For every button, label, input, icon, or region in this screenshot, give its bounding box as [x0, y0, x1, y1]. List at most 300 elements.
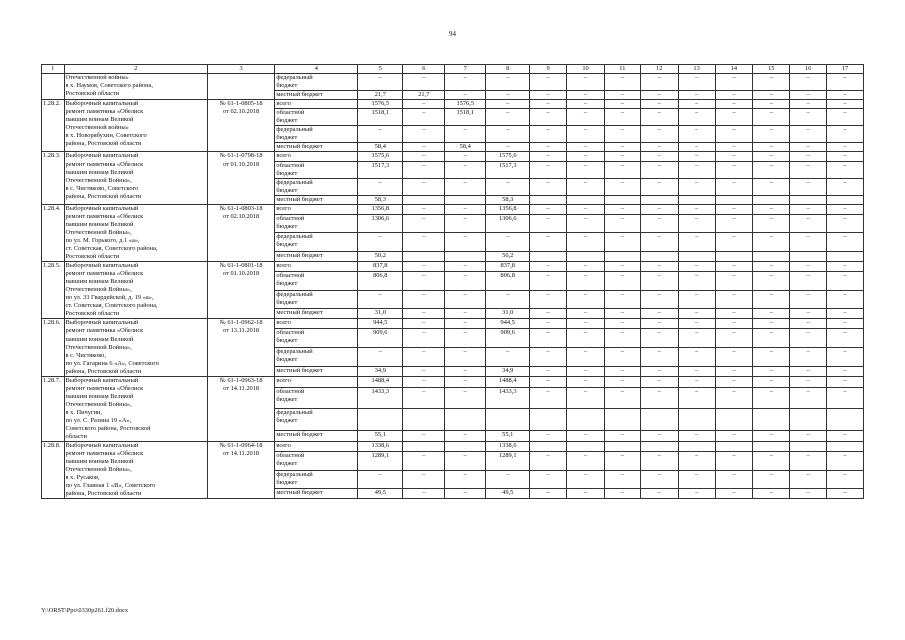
value-cell: –: [827, 290, 864, 309]
value-cell: –: [358, 74, 403, 91]
value-cell: [445, 409, 486, 430]
value-cell: –: [715, 452, 753, 471]
document-number: [207, 204, 275, 261]
value-cell: –: [678, 376, 715, 387]
value-cell: –: [640, 161, 678, 178]
value-cell: –: [827, 152, 864, 161]
value-cell: –: [678, 290, 715, 309]
value-cell: –: [790, 100, 827, 109]
text-line: местный бюджет: [276, 309, 323, 317]
value-cell: –: [678, 329, 715, 348]
value-cell: 1289,1: [486, 452, 530, 471]
value-cell: –: [567, 348, 605, 367]
column-number: 11: [604, 65, 640, 74]
text-line: по ул. Главная 1 «В», Советского: [65, 482, 156, 490]
value-cell: –: [567, 470, 605, 489]
column-number: 8: [486, 65, 530, 74]
value-cell: [640, 409, 678, 430]
text-line: Ростовской области: [65, 253, 120, 261]
value-cell: –: [567, 430, 605, 441]
text-line: Выборочный капитальный: [65, 204, 139, 212]
text-line: бюджет: [276, 222, 298, 230]
value-cell: –: [530, 348, 567, 367]
text-line: от 01.10.2018: [222, 160, 260, 168]
value-cell: –: [358, 126, 403, 143]
funding-source: [275, 178, 358, 195]
value-cell: –: [715, 470, 753, 489]
value-cell: –: [358, 233, 403, 252]
value-cell: –: [604, 348, 640, 367]
value-cell: –: [530, 290, 567, 309]
value-cell: –: [753, 290, 790, 309]
text-line: павшим воинам Великой: [65, 168, 134, 176]
text-line: по ул. С. Разина 19 «А»,: [65, 416, 132, 424]
value-cell: 34,9: [358, 366, 403, 376]
value-cell: –: [827, 430, 864, 441]
text-line: № 61-1-0805-18: [219, 100, 263, 108]
value-cell: [403, 409, 445, 430]
value-cell: 1289,1: [358, 452, 403, 471]
funding-source: [275, 126, 358, 143]
value-cell: –: [827, 271, 864, 290]
value-cell: –: [445, 319, 486, 329]
text-line: в х. Наумов, Советского района,: [65, 82, 153, 90]
value-cell: –: [753, 126, 790, 143]
value-cell: –: [403, 214, 445, 233]
value-cell: –: [678, 100, 715, 109]
text-line: павшим воинам Великой: [65, 458, 134, 466]
funding-source: [275, 252, 358, 262]
value-cell: –: [753, 178, 790, 195]
value-cell: –: [530, 143, 567, 152]
value-cell: –: [403, 309, 445, 319]
value-cell: –: [486, 178, 530, 195]
item-name: [64, 442, 207, 499]
value-cell: –: [567, 74, 605, 91]
value-cell: –: [640, 109, 678, 126]
value-cell: –: [715, 152, 753, 161]
document-number: [207, 262, 275, 319]
value-cell: [827, 442, 864, 452]
text-line: павшим воинам Великой: [65, 278, 134, 286]
text-line: областной: [276, 161, 305, 169]
value-cell: –: [640, 178, 678, 195]
value-cell: –: [567, 290, 605, 309]
value-cell: 806,8: [358, 271, 403, 290]
value-cell: –: [678, 366, 715, 376]
value-cell: –: [530, 204, 567, 214]
value-cell: –: [827, 143, 864, 152]
value-cell: –: [790, 309, 827, 319]
funding-source: [275, 376, 358, 387]
value-cell: [358, 409, 403, 430]
value-cell: [403, 195, 445, 204]
text-line: бюджет: [276, 460, 298, 468]
value-cell: –: [445, 74, 486, 91]
value-cell: –: [640, 91, 678, 100]
value-cell: –: [403, 100, 445, 109]
text-line: Отечественной Войны»,: [65, 343, 132, 351]
value-cell: –: [790, 204, 827, 214]
text-line: Выборочный капитальный: [65, 152, 139, 160]
value-cell: –: [827, 214, 864, 233]
text-line: бюджет: [276, 417, 298, 425]
value-cell: 58,4: [358, 143, 403, 152]
text-line: бюджет: [276, 356, 298, 364]
value-cell: –: [486, 348, 530, 367]
value-cell: –: [445, 91, 486, 100]
value-cell: –: [640, 388, 678, 409]
funding-source: [275, 262, 358, 272]
text-line: бюджет: [276, 169, 298, 177]
value-cell: 1338,6: [358, 442, 403, 452]
text-line: всего: [276, 442, 291, 450]
value-cell: –: [790, 233, 827, 252]
item-name: [64, 319, 207, 376]
value-cell: –: [715, 388, 753, 409]
value-cell: 1518,1: [358, 109, 403, 126]
value-cell: 58,3: [486, 195, 530, 204]
text-line: по ул. 33 Гвардейской, д. 19 «а»,: [65, 294, 154, 302]
value-cell: –: [486, 91, 530, 100]
item-name: [64, 376, 207, 441]
value-cell: –: [790, 152, 827, 161]
funding-source: [275, 329, 358, 348]
value-cell: –: [715, 290, 753, 309]
value-cell: –: [790, 262, 827, 272]
value-cell: [790, 252, 827, 262]
text-line: Отечественной Войны»,: [65, 466, 132, 474]
text-line: всего: [276, 152, 291, 160]
text-line: областной: [276, 452, 305, 460]
value-cell: –: [604, 366, 640, 376]
value-cell: –: [445, 348, 486, 367]
value-cell: 49,5: [358, 489, 403, 499]
value-cell: –: [604, 109, 640, 126]
item-name: [64, 262, 207, 319]
value-cell: –: [678, 109, 715, 126]
funding-source: [275, 152, 358, 161]
value-cell: –: [567, 489, 605, 499]
value-cell: –: [403, 388, 445, 409]
text-line: района, Ростовской области: [65, 490, 142, 498]
value-cell: –: [486, 143, 530, 152]
text-line: от 02.10.2018: [222, 108, 260, 116]
text-line: всего: [276, 100, 291, 108]
text-line: № 61-1-0798-18: [219, 152, 263, 160]
value-cell: –: [640, 126, 678, 143]
value-cell: –: [358, 290, 403, 309]
text-line: местный бюджет: [276, 143, 323, 151]
value-cell: –: [790, 388, 827, 409]
value-cell: –: [567, 100, 605, 109]
value-cell: 1517,3: [358, 161, 403, 178]
table-row: [42, 204, 864, 214]
value-cell: –: [753, 329, 790, 348]
text-line: области: [65, 433, 87, 441]
document-number: [207, 376, 275, 441]
value-cell: 1575,6: [358, 152, 403, 161]
value-cell: –: [604, 319, 640, 329]
value-cell: –: [678, 470, 715, 489]
value-cell: –: [753, 262, 790, 272]
value-cell: 1306,6: [486, 214, 530, 233]
text-line: всего: [276, 376, 291, 384]
text-line: местный бюджет: [276, 195, 323, 203]
text-line: областной: [276, 329, 305, 337]
value-cell: [604, 252, 640, 262]
text-line: № 61-1-0964-18: [219, 442, 263, 450]
table-row: [42, 376, 864, 387]
value-cell: –: [445, 376, 486, 387]
text-line: федеральный: [276, 233, 313, 241]
value-cell: –: [403, 452, 445, 471]
value-cell: –: [678, 91, 715, 100]
column-number: 7: [445, 65, 486, 74]
value-cell: –: [678, 388, 715, 409]
value-cell: 34,9: [486, 366, 530, 376]
value-cell: –: [715, 376, 753, 387]
value-cell: –: [445, 430, 486, 441]
value-cell: –: [530, 366, 567, 376]
column-number: 6: [403, 65, 445, 74]
value-cell: –: [403, 109, 445, 126]
value-cell: –: [403, 376, 445, 387]
funding-source: [275, 271, 358, 290]
funding-source: [275, 91, 358, 100]
value-cell: –: [486, 233, 530, 252]
value-cell: –: [715, 178, 753, 195]
table-row: [42, 152, 864, 161]
value-cell: –: [715, 74, 753, 91]
value-cell: –: [640, 262, 678, 272]
value-cell: –: [790, 348, 827, 367]
value-cell: [640, 442, 678, 452]
value-cell: –: [567, 233, 605, 252]
value-cell: –: [678, 489, 715, 499]
file-path: Y:\ORST\Ppo\0330p261.f20.docx: [41, 607, 129, 614]
value-cell: –: [715, 489, 753, 499]
text-line: от 14.11.2018: [223, 384, 260, 392]
value-cell: –: [753, 152, 790, 161]
value-cell: –: [790, 126, 827, 143]
value-cell: –: [678, 262, 715, 272]
value-cell: [486, 409, 530, 430]
value-cell: –: [827, 126, 864, 143]
value-cell: [403, 252, 445, 262]
text-line: ремонт памятника «Обелиск: [65, 450, 144, 458]
text-line: федеральный: [276, 470, 313, 478]
value-cell: [678, 195, 715, 204]
text-line: бюджет: [276, 396, 298, 404]
value-cell: –: [753, 74, 790, 91]
value-cell: [445, 442, 486, 452]
value-cell: –: [715, 271, 753, 290]
value-cell: –: [567, 91, 605, 100]
text-line: федеральный: [276, 74, 313, 82]
text-line: от 01.10.2018: [222, 270, 260, 278]
text-line: ремонт памятника «Обелиск: [65, 212, 144, 220]
value-cell: –: [678, 74, 715, 91]
value-cell: 1433,3: [358, 388, 403, 409]
value-cell: –: [604, 452, 640, 471]
value-cell: –: [640, 290, 678, 309]
value-cell: –: [640, 452, 678, 471]
value-cell: –: [567, 143, 605, 152]
value-cell: –: [790, 214, 827, 233]
value-cell: –: [445, 204, 486, 214]
value-cell: –: [567, 388, 605, 409]
text-line: всего: [276, 204, 291, 212]
text-line: от 13.11.2018: [223, 327, 260, 335]
value-cell: –: [567, 204, 605, 214]
value-cell: –: [640, 152, 678, 161]
value-cell: –: [530, 271, 567, 290]
value-cell: 50,2: [486, 252, 530, 262]
column-number: 12: [640, 65, 678, 74]
value-cell: –: [604, 233, 640, 252]
value-cell: 944,5: [486, 319, 530, 329]
text-line: района, Ростовской области: [65, 192, 142, 200]
page-number: 94: [449, 30, 456, 38]
document-number: [207, 442, 275, 499]
value-cell: –: [530, 470, 567, 489]
value-cell: –: [827, 91, 864, 100]
value-cell: –: [678, 233, 715, 252]
value-cell: –: [715, 430, 753, 441]
value-cell: –: [678, 430, 715, 441]
value-cell: –: [678, 309, 715, 319]
value-cell: –: [604, 214, 640, 233]
value-cell: –: [403, 161, 445, 178]
text-line: бюджет: [276, 134, 298, 142]
item-number: 1.28.4.: [42, 204, 65, 261]
text-line: местный бюджет: [276, 430, 323, 438]
value-cell: [604, 442, 640, 452]
value-cell: [753, 409, 790, 430]
value-cell: –: [715, 309, 753, 319]
value-cell: –: [486, 109, 530, 126]
value-cell: [530, 409, 567, 430]
value-cell: –: [640, 470, 678, 489]
value-cell: 55,1: [486, 430, 530, 441]
value-cell: 1356,8: [358, 204, 403, 214]
value-cell: –: [753, 366, 790, 376]
item-number: [42, 74, 65, 100]
value-cell: –: [715, 126, 753, 143]
value-cell: [640, 252, 678, 262]
value-cell: –: [678, 161, 715, 178]
table-row: [42, 100, 864, 109]
value-cell: –: [445, 178, 486, 195]
value-cell: 50,2: [358, 252, 403, 262]
text-line: Советского района, Ростовской: [65, 425, 151, 433]
text-line: Ростовской области: [65, 90, 120, 98]
value-cell: –: [403, 233, 445, 252]
value-cell: –: [604, 290, 640, 309]
value-cell: 58,3: [358, 195, 403, 204]
value-cell: –: [753, 100, 790, 109]
value-cell: –: [530, 161, 567, 178]
value-cell: –: [403, 204, 445, 214]
text-line: № 61-1-0962-18: [219, 319, 263, 327]
value-cell: –: [678, 271, 715, 290]
value-cell: –: [715, 91, 753, 100]
table-row: [42, 74, 864, 91]
text-line: бюджет: [276, 280, 298, 288]
value-cell: 837,8: [486, 262, 530, 272]
text-line: бюджет: [276, 337, 298, 345]
funding-source: [275, 442, 358, 452]
text-line: Отечественной Войны»,: [65, 176, 132, 184]
item-number: 1.28.5.: [42, 262, 65, 319]
value-cell: –: [445, 470, 486, 489]
value-cell: –: [567, 452, 605, 471]
value-cell: –: [753, 388, 790, 409]
value-cell: –: [753, 430, 790, 441]
value-cell: [567, 195, 605, 204]
value-cell: –: [604, 161, 640, 178]
value-cell: 837,8: [358, 262, 403, 272]
value-cell: –: [604, 143, 640, 152]
text-line: Отечественной Войны»,: [65, 400, 132, 408]
funding-source: [275, 348, 358, 367]
value-cell: –: [604, 376, 640, 387]
document-number: [207, 152, 275, 204]
value-cell: –: [827, 452, 864, 471]
value-cell: –: [753, 470, 790, 489]
column-number: 17: [827, 65, 864, 74]
value-cell: –: [790, 143, 827, 152]
value-cell: 1356,8: [486, 204, 530, 214]
value-cell: –: [640, 430, 678, 441]
value-cell: 1518,1: [445, 109, 486, 126]
funding-source: [275, 143, 358, 152]
value-cell: –: [753, 452, 790, 471]
value-cell: 55,1: [358, 430, 403, 441]
value-cell: –: [790, 74, 827, 91]
value-cell: –: [678, 319, 715, 329]
value-cell: –: [604, 100, 640, 109]
text-line: ремонт памятника «Обелиск: [65, 270, 144, 278]
funding-source: [275, 74, 358, 91]
value-cell: –: [827, 262, 864, 272]
funding-source: [275, 430, 358, 441]
value-cell: [790, 442, 827, 452]
text-line: Выборочный капитальный: [65, 262, 139, 270]
value-cell: [678, 252, 715, 262]
text-line: бюджет: [276, 478, 298, 486]
item-name: [64, 100, 207, 152]
text-line: Выборочный капитальный: [65, 100, 139, 108]
value-cell: –: [753, 348, 790, 367]
value-cell: –: [715, 109, 753, 126]
text-line: федеральный: [276, 290, 313, 298]
value-cell: –: [530, 152, 567, 161]
value-cell: –: [640, 366, 678, 376]
funding-source: [275, 409, 358, 430]
value-cell: –: [604, 271, 640, 290]
value-cell: –: [530, 109, 567, 126]
value-cell: –: [715, 366, 753, 376]
funding-source: [275, 195, 358, 204]
column-number: 3: [207, 65, 275, 74]
value-cell: –: [827, 109, 864, 126]
text-line: в с. Чистяково,: [65, 351, 106, 359]
value-cell: –: [445, 233, 486, 252]
budget-table: [41, 64, 864, 499]
value-cell: –: [530, 388, 567, 409]
